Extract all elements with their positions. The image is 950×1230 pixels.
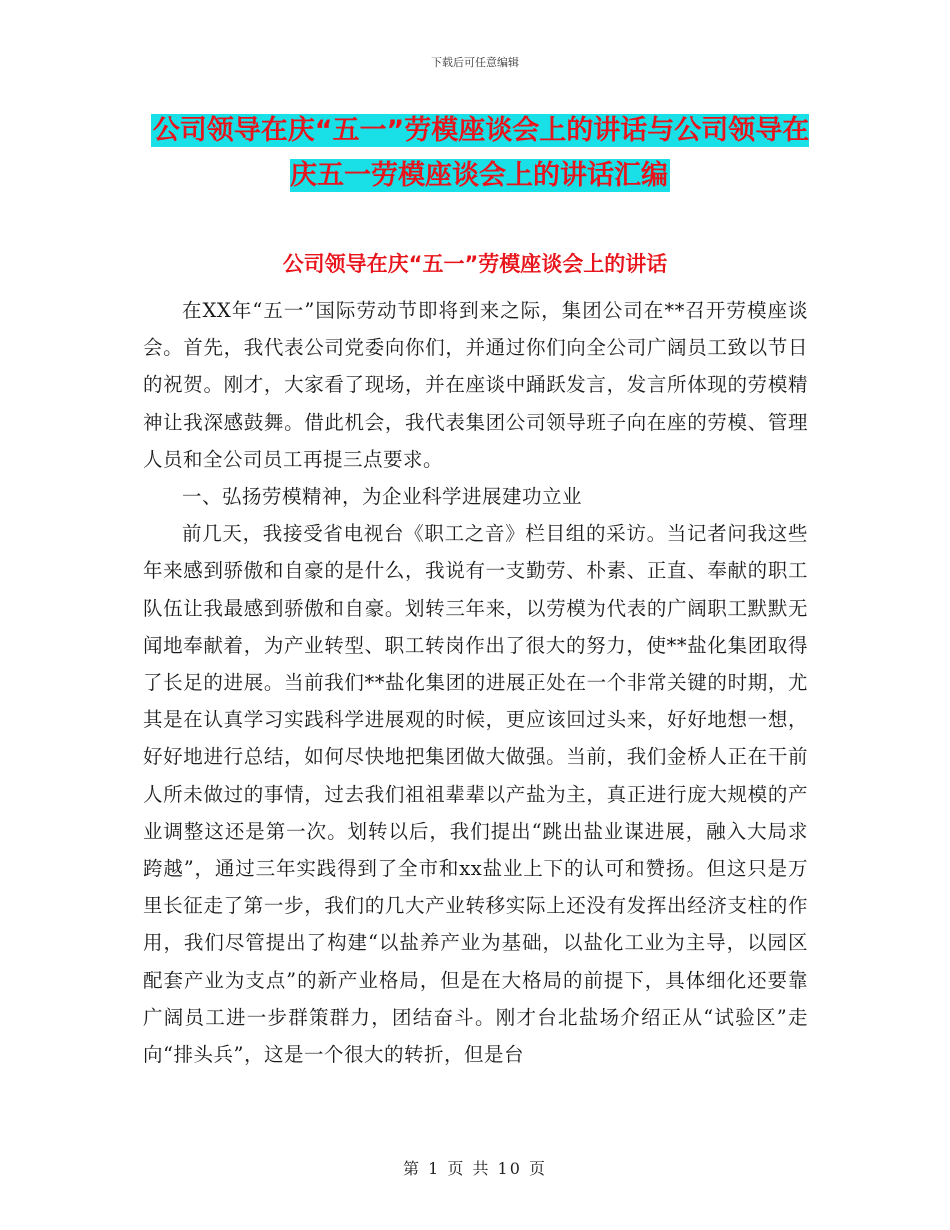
document-title-text: 公司领导在庆“五一”劳模座谈会上的讲话与公司领导在庆五一劳模座谈会上的讲话汇编 <box>152 115 810 191</box>
paragraph-intro: 在XX年“五一”国际劳动节即将到来之际，集团公司在**召开劳模座谈会。首先，我代表公司党委向你们，并通过你们向全公司广阔员工致以节日的祝贺。刚才，大家看了现场，并在座谈中踊跃发言，发言所体现的劳模精神让我深感鼓舞。借此机会，我代表集团公司领导班子向在座的劳模、管理人员和全公司员工再提三点要求。 <box>143 299 808 471</box>
header-note: 下载后可任意编辑 <box>431 56 519 69</box>
paragraph-main: 前几天，我接受省电视台《职工之音》栏目组的采访。当记者问我这些年来感到骄傲和自豪的是什么，我说有一支勤劳、朴素、正直、奉献的职工队伍让我最感到骄傲和自豪。划转三年来，以劳模为代表的广阔职工默默无闻地奉献着，为产业转型、职工转岗作出了很大的努力，使**盐化集团取得了长足的进展。当前我们**盐化集团的进展正处在一个非常关键的时期，尤其是在认真学习实践科学进展观的时候，更应该回过头来，好好地想一想，好好地进行总结，如何尽快地把集团做大做强。当前，我们金桥人正在干前人所未做过的事情，过去我们祖祖辈辈以产盐为主，真正进行庞大规模的产业调整这还是第一次。划转以后，我们提出“跳出盐业谋进展，融入大局求跨越”，通过三年实践得到了全市和xx盐业上下的认可和赞扬。但这只是万里长征走了第一步，我们的几大产业转移实际上还没有发挥出经济支柱的作用，我们尽管提出了构建“以盐养产业为基础，以盐化工业为主导，以园区配套产业为支点”的新产业格局，但是在大格局的前提下，具体细化还要靠广阔员工进一步群策群力，团结奋斗。刚才台北盐场介绍正从“试验区”走向“排头兵”，这是一个很大的转折，但是台 <box>143 522 808 1067</box>
section-title: 公司领导在庆“五一”劳模座谈会上的讲话 <box>282 252 668 276</box>
document-title <box>150 108 810 198</box>
body-text <box>143 292 808 1073</box>
page-footer: 第 1 页 共 10 页 <box>403 1159 547 1178</box>
paragraph-heading-1: 一、弘扬劳模精神，为企业科学进展建功立业 <box>182 485 583 509</box>
